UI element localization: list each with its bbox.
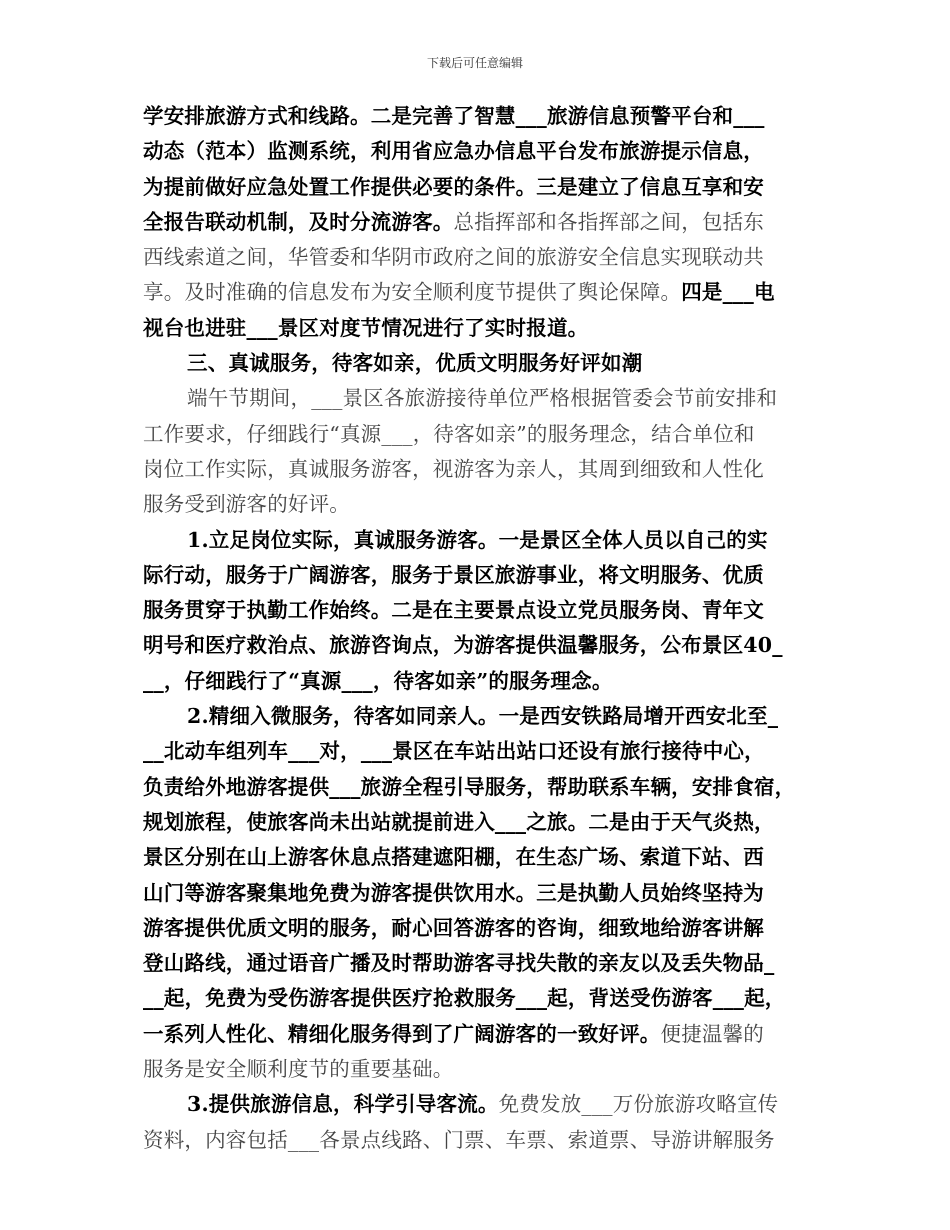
text-line <box>143 734 813 769</box>
text-segment: 规划旅程，使旅客尚未出站就提前进入___之旅。二是由于天气炎热， <box>143 809 775 834</box>
text-segment: 三、真诚服务，待客如亲，优质文明服务好评如潮 <box>187 351 643 376</box>
text-segment: __，仔细践行了“真源___，待客如亲”的服务理念。 <box>143 668 613 693</box>
text-segment: __北动车组列车___对，___景区在车站出站口还设有旅行接待中心， <box>143 739 765 764</box>
text-segment: 免费发放___万份旅游攻略宣传 <box>498 1092 779 1117</box>
text-segment: 服务是安全顺利度节的重要基础。 <box>143 1057 454 1082</box>
text-line <box>143 1123 813 1158</box>
text-segment: 负责给外地游客提供___旅游全程引导服务，帮助联系车辆，安排食宿， <box>143 774 796 799</box>
text-segment: 明号和医疗救治点、旅游咨询点，为游客提供温馨服务，公布景区40_ <box>143 633 783 658</box>
text-line <box>143 1017 813 1052</box>
text-line <box>143 981 813 1016</box>
text-line <box>143 205 813 240</box>
document-body <box>143 99 813 1158</box>
text-line <box>143 487 813 522</box>
text-line <box>143 699 813 734</box>
text-line <box>143 911 813 946</box>
text-segment: 为提前做好应急处置工作提供必要的条件。三是建立了信息互享和安 <box>143 174 764 199</box>
text-line <box>143 876 813 911</box>
text-line <box>143 99 813 134</box>
text-line <box>143 840 813 875</box>
text-segment: 2.精细入微服务，待客如同亲人。一是西安铁路局增开西安北至_ <box>187 704 779 729</box>
text-segment: 1.立足岗位实际，真诚服务游客。一是景区全体人员以自己的实 <box>187 527 768 552</box>
text-segment: 享。及时准确的信息发布为安全顺利度节提供了舆论保障。 <box>143 280 682 305</box>
text-segment: 一系列人性化、精细化服务得到了广阔游客的一致好评。 <box>143 1021 661 1046</box>
text-segment: 动态（范本）监测系统，利用省应急办信息平台发布旅游提示信息， <box>143 139 764 164</box>
page-header: 下载后可任意编辑 <box>426 56 523 70</box>
text-segment: 学安排旅游方式和线路。二是完善了智慧___旅游信息预警平台和___ <box>143 104 765 128</box>
text-segment: 便捷温馨的 <box>660 1021 764 1046</box>
text-segment: 山门等游客聚集地免费为游客提供饮用水。三是执勤人员始终坚持为 <box>143 880 764 905</box>
text-line <box>143 134 813 169</box>
text-segment: 西线索道之间，华管委和华阴市政府之间的旅游安全信息实现联动共 <box>143 245 764 270</box>
text-segment: __起，免费为受伤游客提供医疗抢救服务___起，背送受伤游客___起， <box>143 986 786 1011</box>
text-segment: 际行动，服务于广阔游客，服务于景区旅游事业，将文明服务、优质 <box>143 562 764 587</box>
text-line <box>143 523 813 558</box>
text-segment: 全报告联动机制，及时分流游客。 <box>143 209 454 234</box>
text-line <box>143 946 813 981</box>
text-segment: 3.提供旅游信息，科学引导客流。 <box>187 1092 499 1117</box>
text-line <box>143 1052 813 1087</box>
text-segment: 登山路线，通过语音广播及时帮助游客寻找失散的亲友以及丢失物品_ <box>143 951 775 976</box>
text-line <box>143 558 813 593</box>
text-line <box>143 240 813 275</box>
text-segment: 四是___电 <box>681 280 775 305</box>
text-line <box>143 452 813 487</box>
text-line <box>143 170 813 205</box>
text-segment: 服务贯穿于执勤工作始终。二是在主要景点设立党员服务岗、青年文 <box>143 598 764 623</box>
text-line <box>143 275 813 310</box>
text-segment: 总指挥部和各指挥部之间，包括东 <box>453 209 764 234</box>
text-line <box>143 805 813 840</box>
text-segment: 服务受到游客的好评。 <box>143 492 350 517</box>
text-segment: 岗位工作实际，真诚服务游客，视游客为亲人，其周到细致和人性化 <box>143 456 764 481</box>
text-segment: 工作要求，仔细践行“真源___，待客如亲”的服务理念，结合单位和 <box>143 421 755 446</box>
text-segment: 游客提供优质文明的服务，耐心回答游客的咨询，细致地给游客讲解 <box>143 915 764 940</box>
text-line <box>143 346 813 381</box>
text-segment: 资料，内容包括___各景点线路、门票、车票、索道票、导游讲解服务 <box>143 1127 775 1152</box>
text-line <box>143 664 813 699</box>
text-line <box>143 311 813 346</box>
text-line <box>143 417 813 452</box>
text-segment: 视台也进驻___景区对度节情况进行了实时报道。 <box>143 315 589 340</box>
text-line <box>143 770 813 805</box>
text-line <box>143 593 813 628</box>
text-line <box>143 628 813 663</box>
text-segment: 景区分别在山上游客休息点搭建遮阳棚，在生态广场、索道下站、西 <box>143 845 764 870</box>
text-line <box>143 1087 813 1122</box>
text-line <box>143 381 813 416</box>
text-segment: 端午节期间，___景区各旅游接待单位严格根据管委会节前安排和 <box>187 386 778 411</box>
